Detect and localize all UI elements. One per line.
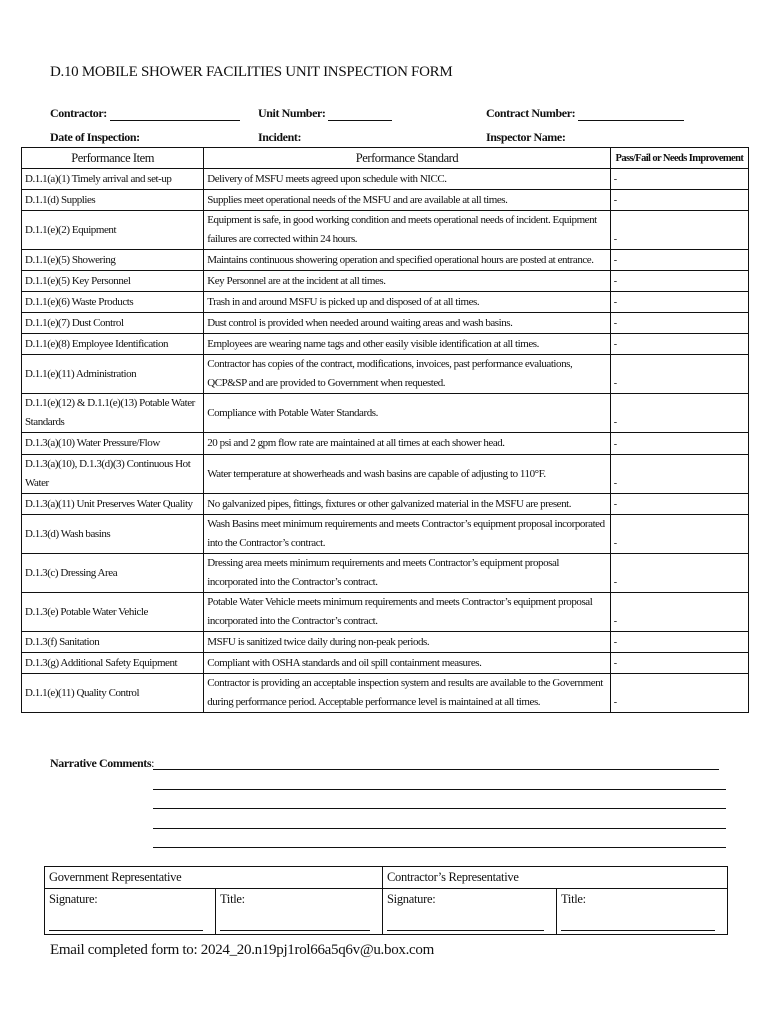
contractor-title-label: Title:: [561, 892, 586, 906]
signature-table: [44, 866, 728, 935]
performance-item-cell: D.1.1(e)(5) Key Personnel: [22, 271, 204, 292]
performance-standard-cell: Employees are wearing name tags and other easily visible identification at all times.: [204, 334, 611, 355]
performance-standard-cell: No galvanized pipes, fittings, fixtures or other galvanized material in the MSFU are present.: [204, 494, 611, 515]
pass-fail-cell[interactable]: -: [610, 271, 748, 292]
government-signature-field[interactable]: [45, 889, 216, 935]
performance-standard-cell: Dressing area meets minimum requirements and meets Contractor’s equipment proposal incorporated into the Contractor’s contract.: [204, 554, 611, 593]
contractor-input-line[interactable]: [110, 108, 240, 121]
performance-standard-cell: Water temperature at showerheads and wash basins are capable of adjusting to 110°F.: [204, 455, 611, 494]
pass-fail-cell[interactable]: -: [610, 593, 748, 632]
table-row: [22, 190, 749, 211]
table-row: [22, 593, 749, 632]
performance-item-cell: D.1.3(g) Additional Safety Equipment: [22, 653, 204, 674]
table-row: [22, 394, 749, 433]
performance-item-cell: D.1.3(a)(10), D.1.3(d)(3) Continuous Hot Water: [22, 455, 204, 494]
pass-fail-cell[interactable]: -: [610, 632, 748, 653]
narrative-line-2[interactable]: [153, 789, 726, 790]
table-row: [22, 313, 749, 334]
header-performance-standard: Performance Standard: [204, 148, 611, 169]
table-body: [22, 169, 749, 713]
performance-item-cell: D.1.1(e)(7) Dust Control: [22, 313, 204, 334]
performance-standard-cell: Compliant with OSHA standards and oil spill containment measures.: [204, 653, 611, 674]
table-row: [22, 211, 749, 250]
pass-fail-cell[interactable]: -: [610, 355, 748, 394]
performance-item-cell: D.1.1(a)(1) Timely arrival and set-up: [22, 169, 204, 190]
government-signature-label: Signature:: [49, 892, 98, 906]
unit-number-label: Unit Number:: [258, 106, 326, 120]
performance-standard-cell: Compliance with Potable Water Standards.: [204, 394, 611, 433]
performance-item-cell: D.1.1(e)(11) Quality Control: [22, 674, 204, 713]
table-row: [22, 653, 749, 674]
pass-fail-cell[interactable]: -: [610, 515, 748, 554]
pass-fail-cell[interactable]: -: [610, 334, 748, 355]
performance-standard-cell: Key Personnel are at the incident at all times.: [204, 271, 611, 292]
unit-number-input-line[interactable]: [328, 108, 392, 121]
performance-item-cell: D.1.1(e)(2) Equipment: [22, 211, 204, 250]
pass-fail-cell[interactable]: -: [610, 313, 748, 334]
table-row: [22, 433, 749, 455]
performance-item-cell: D.1.1(e)(8) Employee Identification: [22, 334, 204, 355]
performance-standard-cell: Contractor has copies of the contract, modifications, invoices, past performance evaluations, QCP&SP and are provided to Government when requested.: [204, 355, 611, 394]
contract-number-field[interactable]: [486, 106, 684, 121]
performance-item-cell: D.1.1(e)(12) & D.1.1(e)(13) Potable Water Standards: [22, 394, 204, 433]
performance-item-cell: D.1.3(a)(10) Water Pressure/Flow: [22, 433, 204, 455]
pass-fail-cell[interactable]: -: [610, 250, 748, 271]
performance-standard-cell: Equipment is safe, in good working condition and meets operational needs of incident. Equipment failures are corrected within 24 hours.: [204, 211, 611, 250]
table-row: [22, 515, 749, 554]
performance-standard-cell: MSFU is sanitized twice daily during non-peak periods.: [204, 632, 611, 653]
performance-standard-cell: Trash in and around MSFU is picked up and disposed of at all times.: [204, 292, 611, 313]
table-row: [22, 632, 749, 653]
performance-standard-cell: Dust control is provided when needed around waiting areas and wash basins.: [204, 313, 611, 334]
pass-fail-cell[interactable]: -: [610, 292, 748, 313]
performance-item-cell: D.1.1(e)(5) Showering: [22, 250, 204, 271]
table-row: [22, 169, 749, 190]
pass-fail-cell[interactable]: -: [610, 433, 748, 455]
pass-fail-cell[interactable]: -: [610, 674, 748, 713]
table-row: [22, 494, 749, 515]
contractor-field[interactable]: [50, 106, 240, 121]
table-header-row: [22, 148, 749, 169]
pass-fail-cell[interactable]: -: [610, 455, 748, 494]
narrative-line-5[interactable]: [153, 847, 726, 848]
performance-standard-cell: Supplies meet operational needs of the MSFU and are available at all times.: [204, 190, 611, 211]
pass-fail-cell[interactable]: -: [610, 554, 748, 593]
performance-standard-cell: Maintains continuous showering operation and specified operational hours are posted at entrance.: [204, 250, 611, 271]
table-row: [22, 271, 749, 292]
performance-item-cell: D.1.1(e)(11) Administration: [22, 355, 204, 394]
pass-fail-cell[interactable]: -: [610, 211, 748, 250]
performance-item-cell: D.1.3(d) Wash basins: [22, 515, 204, 554]
contractor-label: Contractor:: [50, 106, 107, 120]
performance-standard-cell: 20 psi and 2 gpm flow rate are maintained at all times at each shower head.: [204, 433, 611, 455]
table-row: [22, 554, 749, 593]
performance-item-cell: D.1.1(e)(6) Waste Products: [22, 292, 204, 313]
performance-standard-cell: Delivery of MSFU meets agreed upon schedule with NICC.: [204, 169, 611, 190]
inspector-name-field[interactable]: [486, 130, 565, 145]
contract-number-input-line[interactable]: [578, 108, 684, 121]
contractor-signature-label: Signature:: [387, 892, 436, 906]
incident-label: Incident:: [258, 130, 302, 144]
inspector-name-label: Inspector Name:: [486, 130, 566, 144]
performance-item-cell: D.1.3(e) Potable Water Vehicle: [22, 593, 204, 632]
date-of-inspection-label: Date of Inspection:: [50, 130, 140, 144]
table-row: [22, 355, 749, 394]
performance-item-cell: D.1.3(c) Dressing Area: [22, 554, 204, 593]
performance-standard-cell: Wash Basins meet minimum requirements and meets Contractor’s equipment proposal incorporated into the Contractor’s contract.: [204, 515, 611, 554]
pass-fail-cell[interactable]: -: [610, 494, 748, 515]
government-signature-line[interactable]: [49, 930, 203, 931]
table-row: [22, 250, 749, 271]
contract-number-label: Contract Number:: [486, 106, 576, 120]
narrative-line-3[interactable]: [153, 808, 726, 809]
narrative-line-4[interactable]: [153, 828, 726, 829]
date-of-inspection-field[interactable]: [50, 130, 140, 145]
email-instruction: Email completed form to: 2024_20.n19pj1rol66a5q6v@u.box.com: [50, 942, 434, 958]
inspection-table: [21, 147, 749, 713]
pass-fail-cell[interactable]: -: [610, 169, 748, 190]
contractor-title-line[interactable]: [561, 930, 715, 931]
unit-number-field[interactable]: [258, 106, 392, 121]
contractor-signature-line[interactable]: [387, 930, 544, 931]
contractor-title-field[interactable]: [557, 889, 728, 935]
contractor-representative-heading: Contractor’s Representative: [383, 867, 728, 889]
pass-fail-cell[interactable]: -: [610, 653, 748, 674]
government-title-line[interactable]: [220, 930, 370, 931]
incident-field[interactable]: [258, 130, 301, 145]
pass-fail-cell[interactable]: -: [610, 394, 748, 433]
narrative-comments-label: Narrative Comments:: [50, 756, 155, 770]
performance-item-cell: D.1.3(f) Sanitation: [22, 632, 204, 653]
header-performance-item: Performance Item: [22, 148, 204, 169]
performance-item-cell: D.1.1(d) Supplies: [22, 190, 204, 211]
form-title: D.10 MOBILE SHOWER FACILITIES UNIT INSPECTION FORM: [50, 64, 453, 80]
table-row: [22, 674, 749, 713]
header-pass-fail: Pass/Fail or Needs Improvement: [610, 148, 748, 169]
table-row: [22, 292, 749, 313]
government-title-label: Title:: [220, 892, 245, 906]
table-row: [22, 334, 749, 355]
performance-standard-cell: Contractor is providing an acceptable inspection system and results are available to the Government during performance period. Acceptable performance level is maintained at all times.: [204, 674, 611, 713]
performance-standard-cell: Potable Water Vehicle meets minimum requirements and meets Contractor’s equipment proposal incorporated into the Contractor’s contract.: [204, 593, 611, 632]
government-title-field[interactable]: [216, 889, 383, 935]
table-row: [22, 455, 749, 494]
contractor-signature-field[interactable]: [383, 889, 557, 935]
narrative-line-1[interactable]: [153, 769, 719, 770]
government-representative-heading: Government Representative: [45, 867, 383, 889]
pass-fail-cell[interactable]: -: [610, 190, 748, 211]
performance-item-cell: D.1.3(a)(11) Unit Preserves Water Quality: [22, 494, 204, 515]
